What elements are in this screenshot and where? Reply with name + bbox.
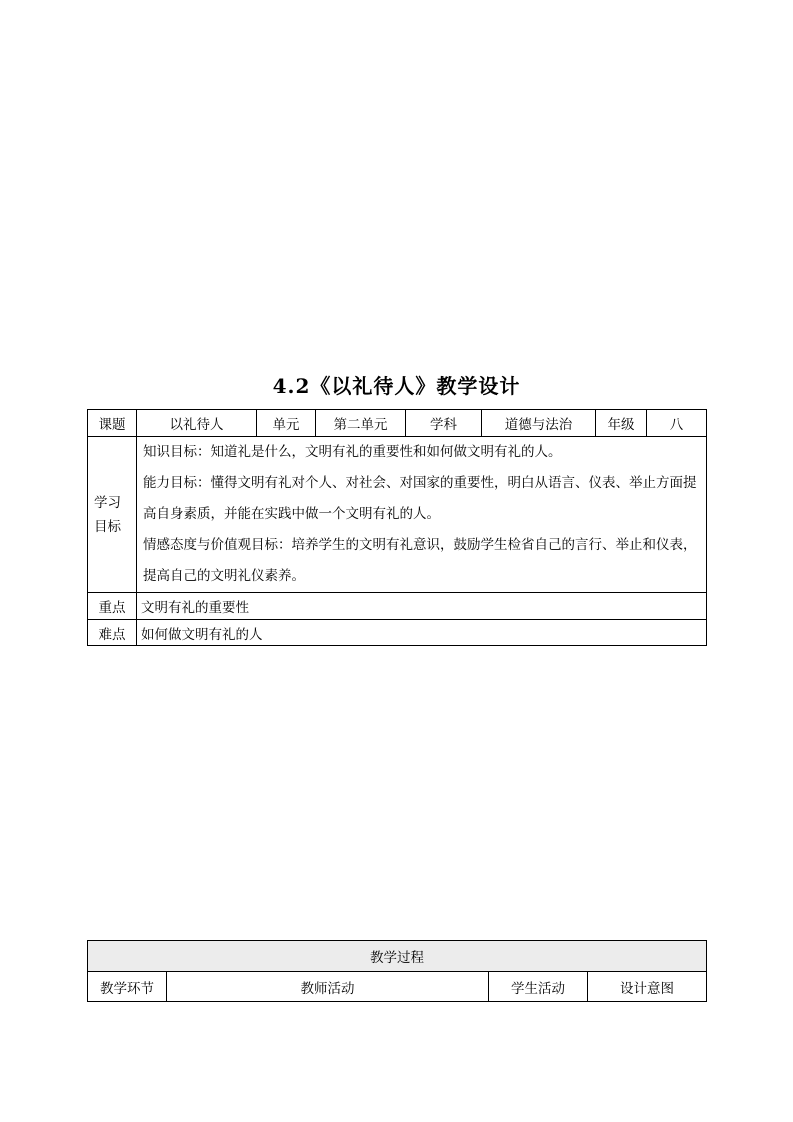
column-teacher-activity: 教师活动 [167,972,489,1002]
unit-value: 第二单元 [316,410,406,437]
column-design-intent: 设计意图 [588,972,707,1002]
grade-label: 年级 [596,410,647,437]
teaching-process-table [87,940,707,1002]
goals-content [137,437,707,593]
goals-label [88,437,137,593]
lesson-info-table [87,409,707,646]
topic-value: 以礼待人 [137,410,257,437]
column-teaching-stage: 教学环节 [88,972,167,1002]
topic-label: 课题 [88,410,137,437]
lesson-header-row [88,410,707,437]
unit-label: 单元 [257,410,316,437]
learning-goals-row [88,437,707,593]
process-title-row [88,941,707,972]
key-value: 文明有礼的重要性 [137,593,707,620]
goals-label-text: 学习目标 [94,494,121,535]
emotion-goal: 情感态度与价值观目标：培养学生的文明有礼意识，鼓励学生检省自己的言行、举止和仪表，提高自己的文明礼仪素养。 [143,537,697,584]
difficulty-value: 如何做文明有礼的人 [137,620,707,646]
knowledge-goal: 知识目标：知道礼是什么，文明有礼的重要性和如何做文明有礼的人。 [143,444,562,460]
key-label: 重点 [88,593,137,620]
process-columns-row [88,972,707,1002]
ability-goal: 能力目标：懂得文明有礼对个人、对社会、对国家的重要性，明白从语言、仪表、举止方面提高自身素质，并能在实践中做一个文明有礼的人。 [143,475,697,522]
key-point-row [88,593,707,620]
document-title: 4.2《以礼待人》教学设计 [272,374,521,398]
subject-value: 道德与法治 [482,410,596,437]
difficulty-label: 难点 [88,620,137,646]
process-title: 教学过程 [88,941,707,972]
column-student-activity: 学生活动 [489,972,588,1002]
difficulty-row [88,620,707,646]
subject-label: 学科 [406,410,482,437]
grade-value: 八 [647,410,707,437]
